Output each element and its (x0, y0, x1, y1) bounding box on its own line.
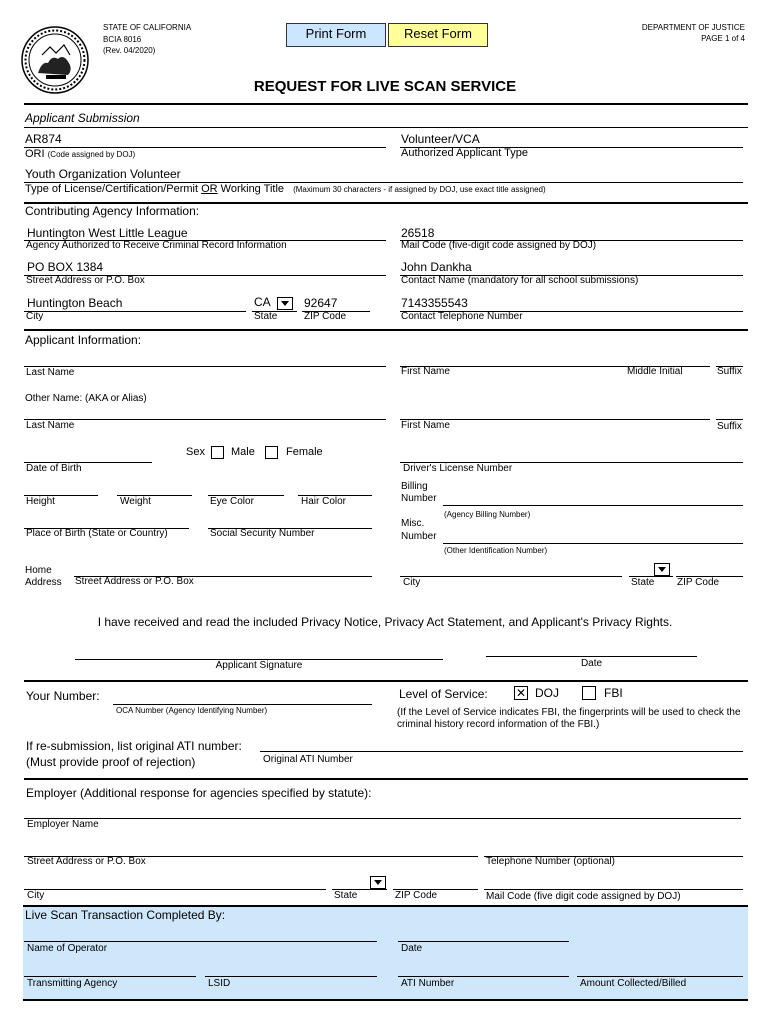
divider (24, 680, 748, 682)
ssn-label: Social Security Number (210, 528, 315, 539)
ori-label: ORI (Code assigned by DOJ) (25, 148, 136, 160)
agency-field[interactable]: Huntington West Little League (27, 226, 188, 240)
misc-label-2: Number (401, 531, 437, 542)
resubmission-line-2: (Must provide proof of rejection) (26, 755, 196, 769)
aka-suffix-label: Suffix (717, 421, 742, 432)
amount-collected-label: Amount Collected/Billed (580, 978, 687, 989)
misc-number-input[interactable] (443, 543, 743, 544)
female-label: Female (286, 446, 323, 458)
section-livescan: Live Scan Transaction Completed By: (25, 908, 226, 922)
state-dropdown[interactable] (277, 297, 293, 310)
height-label: Height (26, 496, 55, 507)
billing-number-input[interactable] (443, 505, 743, 506)
divider (24, 778, 748, 780)
operator-name-input[interactable] (24, 941, 377, 942)
agency-label: Agency Authorized to Receive Criminal Record Information (26, 240, 287, 251)
transmitting-agency-label: Transmitting Agency (27, 978, 118, 989)
place-of-birth-label: Place of Birth (State or Country) (26, 528, 168, 539)
home-city-input[interactable] (400, 576, 622, 577)
eye-color-label: Eye Color (210, 496, 254, 507)
aka-last-name-label: Last Name (26, 420, 75, 431)
city-underline (24, 311, 246, 312)
livescan-date-input[interactable] (398, 941, 569, 942)
your-number-label: Your Number: (26, 689, 100, 703)
page-title: REQUEST FOR LIVE SCAN SERVICE (253, 78, 517, 95)
applicant-signature-label: Applicant Signature (215, 660, 303, 671)
billing-label-1: Billing (401, 481, 428, 492)
hair-color-label: Hair Color (301, 496, 347, 507)
home-zip-label: ZIP Code (677, 577, 720, 588)
fbi-label: FBI (604, 686, 623, 700)
ori-field[interactable]: AR874 (25, 132, 62, 146)
last-name-input[interactable] (24, 366, 386, 367)
signature-date-input[interactable] (486, 656, 697, 657)
license-title-label: Type of License/Certification/Permit OR Working Title (Maximum 30 characters - if assigned by DOJ, use exact title assigned) (25, 183, 546, 195)
header-revision: (Rev. 04/2020) (103, 46, 156, 55)
applicant-type-label: Authorized Applicant Type (401, 147, 528, 159)
fbi-note-line-1: (If the Level of Service indicates FBI, the fingerprints will be used to check the (397, 707, 741, 718)
applicant-type-field[interactable]: Volunteer/VCA (401, 132, 480, 146)
section-contributing-agency: Contributing Agency Information: (25, 204, 200, 218)
fbi-checkbox[interactable] (582, 686, 596, 700)
drivers-license-label: Driver's License Number (403, 463, 513, 474)
misc-label-1: Misc. (401, 518, 425, 529)
state-field[interactable]: CA (254, 295, 271, 309)
home-street-label: Street Address or P.O. Box (75, 576, 194, 587)
doj-label: DOJ (535, 686, 559, 700)
employer-mail-code-input[interactable] (484, 889, 743, 890)
state-label: State (254, 311, 278, 322)
reset-form-button[interactable]: Reset Form (388, 23, 488, 47)
street-field[interactable]: PO BOX 1384 (27, 260, 104, 274)
employer-state-label: State (334, 890, 358, 901)
lsid-label: LSID (208, 978, 231, 989)
signature-date-label: Date (580, 658, 603, 669)
middle-initial-label: Middle Initial (627, 366, 683, 377)
transmitting-agency-input[interactable] (24, 976, 196, 977)
weight-label: Weight (120, 496, 151, 507)
checkmark-icon: ✕ (515, 686, 527, 700)
employer-name-input[interactable] (24, 818, 741, 819)
original-ati-input[interactable] (260, 751, 743, 752)
divider (24, 127, 748, 128)
fbi-note-line-2: criminal history record information of the FBI.) (397, 719, 600, 730)
ati-number-input[interactable] (398, 976, 569, 977)
ati-number-label: ATI Number (401, 978, 455, 989)
header-form-number: BCIA 8016 (103, 35, 142, 44)
mail-code-label: Mail Code (five-digit code assigned by DOJ) (401, 240, 597, 251)
home-state-label: State (631, 577, 655, 588)
employer-phone-label: Telephone Number (optional) (486, 856, 615, 867)
sex-label: Sex (186, 446, 205, 458)
divider (24, 103, 748, 105)
livescan-date-label: Date (401, 943, 423, 954)
employer-city-input[interactable] (24, 889, 326, 890)
suffix-label: Suffix (717, 366, 742, 377)
divider (24, 329, 748, 331)
dob-label: Date of Birth (26, 463, 82, 474)
aka-last-name-input[interactable] (24, 419, 386, 420)
operator-name-label: Name of Operator (27, 943, 108, 954)
employer-zip-label: ZIP Code (395, 890, 438, 901)
zip-label: ZIP Code (304, 311, 347, 322)
oca-number-input[interactable] (113, 704, 372, 705)
billing-label-2: Number (401, 493, 437, 504)
home-address-label-1: Home (25, 565, 52, 576)
oca-number-note: OCA Number (Agency Identifying Number) (116, 706, 268, 715)
level-of-service-label: Level of Service: (399, 687, 488, 701)
amount-collected-input[interactable] (577, 976, 743, 977)
section-employer: Employer (Additional response for agencies specified by statute): (26, 786, 372, 800)
employer-city-label: City (27, 890, 45, 901)
employer-state-dropdown[interactable] (370, 876, 386, 889)
last-name-label: Last Name (26, 367, 75, 378)
lsid-input[interactable] (205, 976, 377, 977)
home-city-label: City (403, 577, 421, 588)
employer-mail-code-label: Mail Code (five digit code assigned by DOJ) (486, 891, 681, 902)
header-page: PAGE 1 of 4 (701, 34, 745, 43)
home-address-label-2: Address (25, 577, 62, 588)
contact-name-field[interactable]: John Dankha (401, 260, 472, 274)
misc-note: (Other Identification Number) (444, 546, 548, 555)
header-state: STATE OF CALIFORNIA (103, 23, 192, 32)
privacy-statement: I have received and read the included Privacy Notice, Privacy Act Statement, and Applicant's Privacy Rights. (97, 615, 673, 629)
phone-field[interactable]: 7143355543 (401, 296, 468, 310)
first-name-label: First Name (401, 366, 450, 377)
employer-street-label: Street Address or P.O. Box (27, 856, 146, 867)
other-name-label: Other Name: (AKA or Alias) (25, 393, 147, 404)
city-label: City (26, 311, 44, 322)
section-applicant-information: Applicant Information: (25, 333, 142, 347)
aka-suffix-input[interactable] (716, 419, 743, 420)
city-field[interactable]: Huntington Beach (27, 296, 123, 310)
home-state-dropdown[interactable] (654, 563, 670, 576)
zip-field[interactable]: 92647 (304, 296, 338, 310)
print-form-button[interactable]: Print Form (286, 23, 386, 47)
billing-note: (Agency Billing Number) (444, 510, 531, 519)
section-applicant-submission: Applicant Submission (25, 111, 140, 125)
resubmission-line-1: If re-submission, list original ATI number: (26, 739, 242, 753)
license-title-field[interactable]: Youth Organization Volunteer (25, 167, 181, 181)
contact-name-label: Contact Name (mandatory for all school submissions) (401, 275, 639, 286)
doj-checkbox[interactable] (514, 686, 528, 700)
phone-label: Contact Telephone Number (401, 311, 523, 322)
street-label: Street Address or P.O. Box (26, 275, 145, 286)
header-department: DEPARTMENT OF JUSTICE (641, 23, 745, 32)
male-label: Male (231, 446, 255, 458)
female-checkbox[interactable] (265, 446, 278, 459)
mail-code-field[interactable]: 26518 (401, 226, 435, 240)
aka-first-name-label: First Name (401, 420, 450, 431)
employer-name-label: Employer Name (27, 819, 99, 830)
male-checkbox[interactable] (211, 446, 224, 459)
original-ati-label: Original ATI Number (263, 754, 353, 765)
